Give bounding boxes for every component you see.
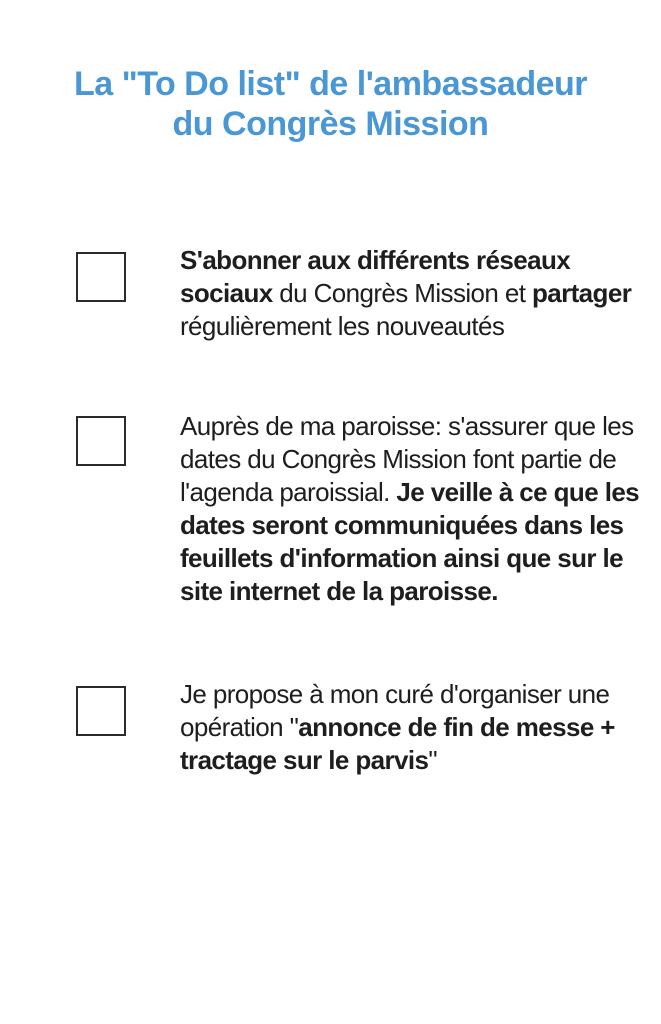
todo-checkbox-1[interactable] — [76, 252, 126, 302]
page-title — [0, 64, 661, 144]
page-title-line-2: du Congrès Mission — [172, 105, 489, 143]
todo-text-1-segment-3: partager — [531, 278, 632, 308]
todo-text-1-segment-1: S'abonner aux différents réseaux sociaux — [180, 245, 571, 308]
todo-text-1 — [180, 244, 650, 343]
page-title-line-1: La "To Do list" de l'ambassadeur — [73, 65, 588, 103]
todo-text-3-segment-1: Je propose à mon curé d'organiser une opération " — [180, 679, 610, 742]
todo-text-1-segment-2: du Congrès Mission et — [272, 278, 532, 308]
todo-text-3-segment-2: annonce de fin de messe + tractage sur le parvis — [180, 712, 615, 775]
todo-text-2-segment-2: Je veille à ce que les dates seront communiquées dans les feuillets d'information ainsi que sur le site internet de la paroisse. — [180, 477, 640, 606]
todo-checkbox-3[interactable] — [76, 686, 126, 736]
todo-text-3 — [180, 678, 650, 777]
todo-text-1-segment-4: régulièrement les nouveautés — [180, 311, 505, 341]
todo-text-2 — [180, 410, 650, 608]
todo-text-3-segment-3: " — [428, 745, 438, 775]
todo-text-2-segment-1: Auprès de ma paroisse: s'assurer que les dates du Congrès Mission font partie de l'agenda paroissial. — [180, 411, 634, 507]
todo-checkbox-2[interactable] — [76, 416, 126, 466]
